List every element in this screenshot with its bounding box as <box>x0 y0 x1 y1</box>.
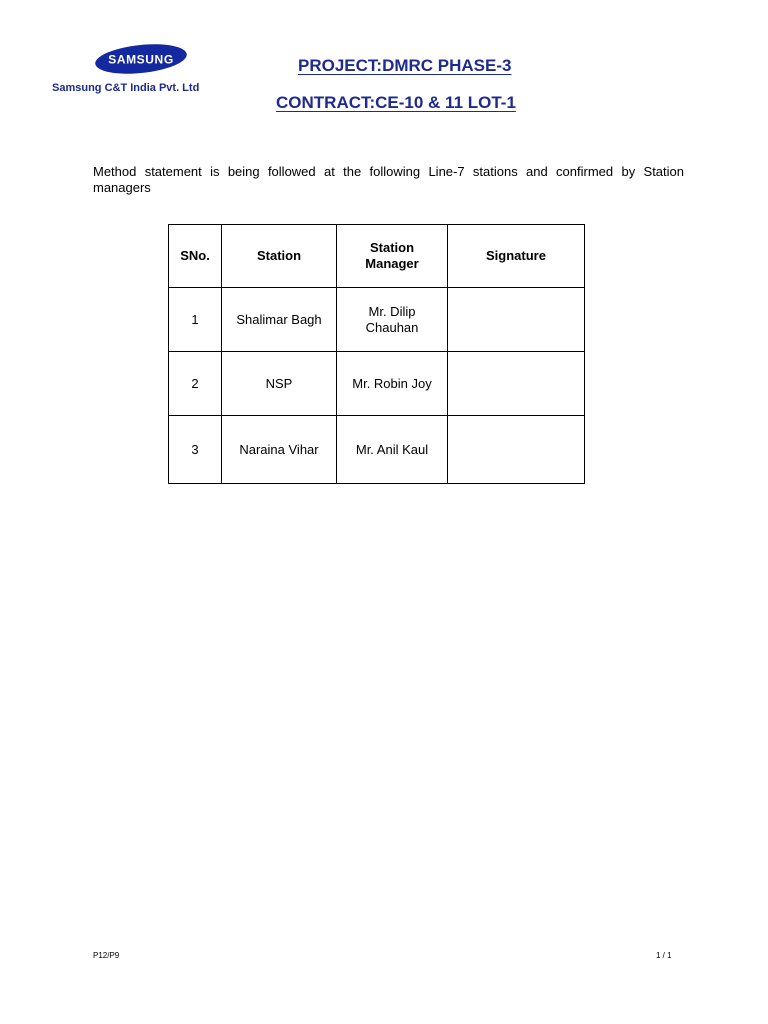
stations-table <box>168 224 585 484</box>
cell-sno: 2 <box>169 352 222 416</box>
table-row <box>169 352 585 416</box>
cell-station: NSP <box>222 352 337 416</box>
header-station-manager: Station Manager <box>337 225 448 288</box>
header-sno: SNo. <box>169 225 222 288</box>
cell-station-manager: Mr. Robin Joy <box>337 352 448 416</box>
cell-station-manager: Mr. Anil Kaul <box>337 416 448 484</box>
company-name: Samsung C&T India Pvt. Ltd <box>52 82 200 94</box>
intro-paragraph: Method statement is being followed at the following Line-7 stations and confirmed by Station managers <box>93 164 684 195</box>
footer-page-code: P12/P9 <box>93 951 120 960</box>
cell-station: Naraina Vihar <box>222 416 337 484</box>
samsung-logo <box>94 43 188 75</box>
cell-signature <box>448 352 585 416</box>
svg-text:SAMSUNG: SAMSUNG <box>108 52 174 67</box>
cell-station-manager: Mr. Dilip Chauhan <box>337 288 448 352</box>
project-title: PROJECT:DMRC PHASE-3 <box>298 56 512 75</box>
cell-station: Shalimar Bagh <box>222 288 337 352</box>
table-header-row <box>169 225 585 288</box>
table-row <box>169 416 585 484</box>
cell-signature <box>448 288 585 352</box>
cell-sno: 3 <box>169 416 222 484</box>
table-row <box>169 288 585 352</box>
cell-sno: 1 <box>169 288 222 352</box>
header-signature: Signature <box>448 225 585 288</box>
footer-page-number: 1 / 1 <box>656 951 672 960</box>
contract-title: CONTRACT:CE-10 & 11 LOT-1 <box>276 93 516 112</box>
cell-signature <box>448 416 585 484</box>
header-station: Station <box>222 225 337 288</box>
